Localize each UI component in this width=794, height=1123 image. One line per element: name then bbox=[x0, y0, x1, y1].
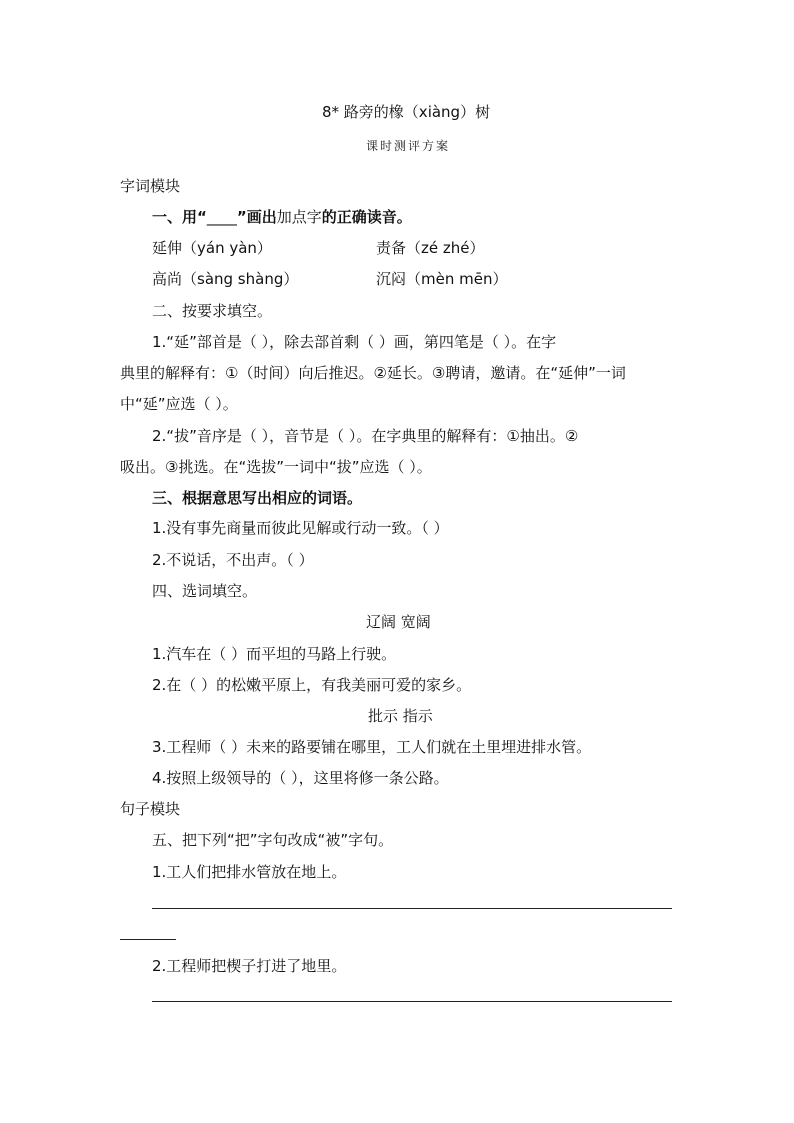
section-heading-words: 字词模块 bbox=[120, 177, 181, 195]
q2-line-3: 中“延”应选（ ）。 bbox=[120, 395, 238, 413]
q1-word-2: 责备（zé zhé） bbox=[376, 239, 485, 257]
answer-line-1[interactable] bbox=[152, 908, 672, 909]
q2-line-5: 吸出。③挑选。在“选拔”一词中“拔”应选（ ）。 bbox=[120, 458, 432, 476]
q1-head-mid: ”画出 bbox=[236, 208, 277, 226]
q1-head-pre: 一、用“ bbox=[152, 208, 207, 226]
question-5-heading: 五、把下列“把”字句改成“被”字句。 bbox=[152, 831, 394, 849]
question-4-heading: 四、选词填空。 bbox=[152, 582, 258, 600]
q4-word-choices-2: 批示 指示 bbox=[368, 707, 433, 725]
question-3-heading: 三、根据意思写出相应的词语。 bbox=[152, 489, 363, 507]
answer-line-1-continued[interactable] bbox=[120, 939, 176, 940]
page-subtitle: 课时测评方案 bbox=[366, 139, 451, 153]
q5-line-2: 2.工程师把楔子打进了地里。 bbox=[152, 957, 347, 975]
q1-head-post: 的正确读音。 bbox=[321, 208, 412, 226]
question-1-heading bbox=[152, 207, 412, 227]
q2-line-2: 典里的解释有：①（时间）向后推迟。②延长。③聘请，邀请。在“延伸”一词 bbox=[120, 364, 626, 382]
q1-word-1: 延伸（yán yàn） bbox=[152, 239, 272, 257]
q1-word-4: 沉闷（mèn mēn） bbox=[376, 270, 508, 288]
q4-line-2: 2.在（ ）的松嫩平原上，有我美丽可爱的家乡。 bbox=[152, 676, 472, 694]
q2-line-4: 2.“拔”音序是（ ），音节是（ ）。在字典里的解释有：①抽出。② bbox=[152, 427, 579, 445]
q1-head-plain: 加点字 bbox=[276, 208, 322, 226]
q5-line-1: 1.工人们把排水管放在地上。 bbox=[152, 863, 347, 881]
q2-line-1: 1.“延”部首是（ ），除去部首剩（ ）画，第四笔是（ ）。在字 bbox=[152, 333, 557, 351]
q1-head-blank: ____ bbox=[206, 208, 237, 226]
q4-line-4: 4.按照上级领导的（ ），这里将修一条公路。 bbox=[152, 769, 449, 787]
q3-line-2: 2.不说话，不出声。（ ） bbox=[152, 551, 314, 569]
q4-line-1: 1.汽车在（ ）而平坦的马路上行驶。 bbox=[152, 645, 397, 663]
question-2-heading: 二、按要求填空。 bbox=[152, 302, 273, 320]
page-title: 8* 路旁的橡（xiàng）树 bbox=[322, 103, 491, 121]
q4-line-3: 3.工程师（ ）未来的路要铺在哪里，工人们就在土里埋进排水管。 bbox=[152, 738, 592, 756]
q4-word-choices-1: 辽阔 宽阔 bbox=[366, 613, 431, 631]
answer-line-2[interactable] bbox=[152, 1001, 672, 1002]
q3-line-1: 1.没有事先商量而彼此见解或行动一致。（ ） bbox=[152, 519, 449, 537]
q1-word-3: 高尚（sàng shàng） bbox=[152, 270, 299, 288]
section-heading-sentences: 句子模块 bbox=[120, 800, 181, 818]
